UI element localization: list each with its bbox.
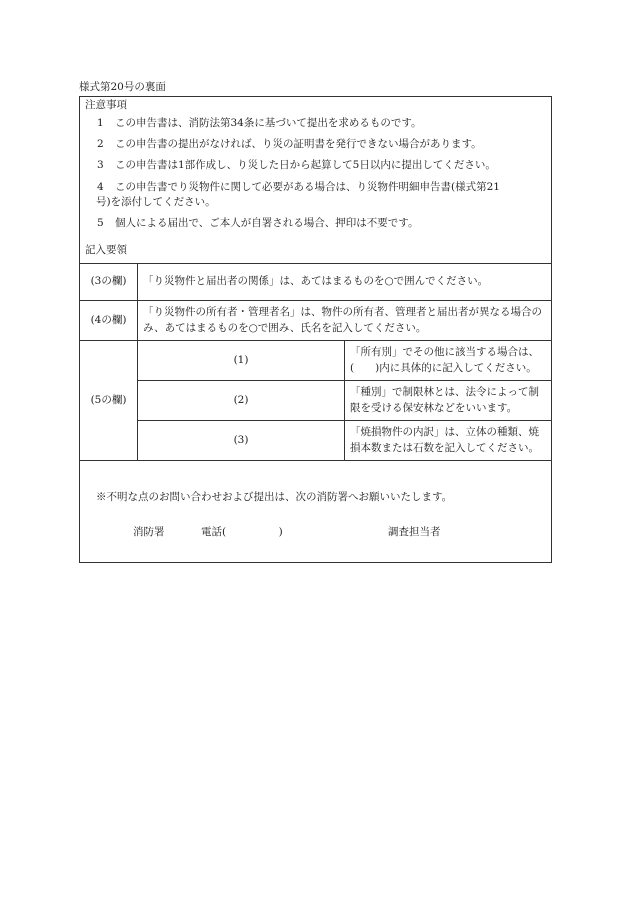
guide-table [79, 263, 552, 461]
notes-list [86, 116, 546, 237]
guide-title: 記入要領 [85, 244, 127, 256]
guide-row-5-1 [80, 341, 552, 381]
row-label: (5の欄) [80, 341, 138, 461]
notes-title: 注意事項 [85, 99, 127, 111]
row-label: (4の欄) [80, 301, 138, 341]
note-item: 2 この申告書の提出がなければ、り災の証明書を発行できない場合があります。 [97, 138, 482, 151]
note-item: 3 この申告書は1部作成し、り災した日から起算して5日以内に提出してください。 [97, 159, 496, 172]
guide-row-5-2 [80, 381, 552, 421]
sub-num: (3) [138, 421, 345, 461]
row-text: 「り災物件と届出者の関係」は、あてはまるものを○で囲んでください。 [138, 264, 552, 301]
guide-row-4 [80, 301, 552, 341]
sub-num: (1) [138, 341, 345, 381]
guide-row-5-3 [80, 421, 552, 461]
note-item: 4 この申告書でり災物件に関して必要がある場合は、り災物件明細申告書(様式第21 号)を添付してください。 [96, 180, 500, 208]
station-label: 消防署 [133, 526, 165, 538]
officer-label: 調査担当者 [388, 526, 441, 538]
sub-text: 「所有別」でその他に該当する場合は、( )内に具体的に記入してください。 [345, 341, 552, 381]
row-text: 「り災物件の所有者・管理者名」は、物件の所有者、管理者と届出者が異なる場合のみ、あてはまるものを○で囲み、氏名を記入してください。 [138, 301, 552, 341]
form-label: 様式第20号の裏面 [79, 81, 166, 93]
sub-num: (2) [138, 381, 345, 421]
phone-label: 電話( ) [201, 526, 283, 538]
note-item: 1 この申告書は、消防法第34条に基づいて提出を求めるものです。 [97, 117, 422, 129]
sub-text: 「焼損物件の内訳」は、立体の種類、焼損本数または石数を記入してください。 [345, 421, 552, 461]
note-item: 5 個人による届出で、ご本人が自署される場合、押印は不要です。 [97, 217, 419, 230]
instructions-box [79, 96, 552, 563]
row-label: (3の欄) [80, 264, 138, 301]
contact-note: ※不明な点のお問い合わせおよび提出は、次の消防署へお願いいたします。 [96, 491, 453, 503]
sub-text: 「種別」で制限林とは、法令によって制限を受ける保安林などをいいます。 [345, 381, 552, 421]
guide-row-3 [80, 264, 552, 301]
